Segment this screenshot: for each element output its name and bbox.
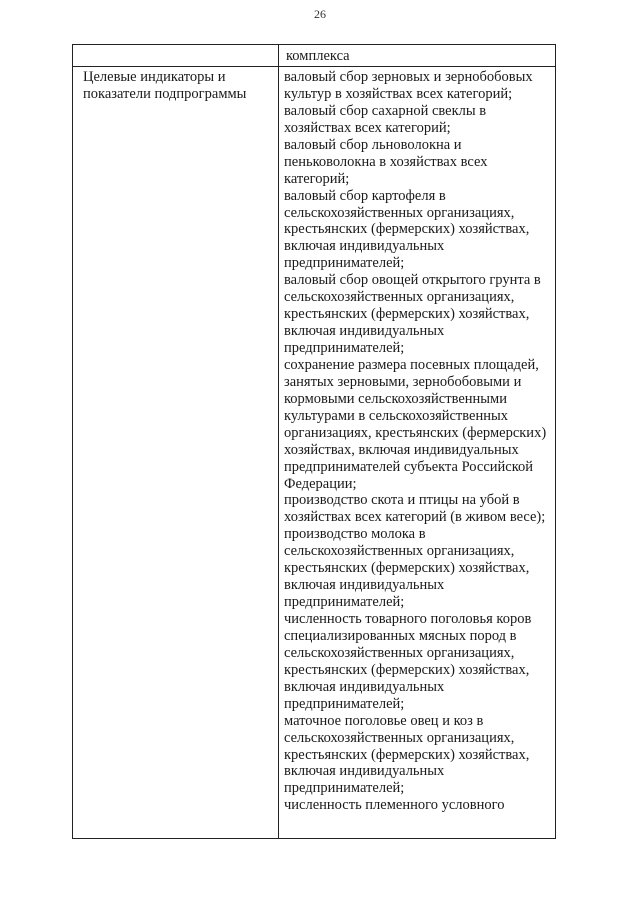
indicator-text-line: валовый сбор овощей открытого грунта в (284, 272, 541, 289)
indicator-text-line: производство молока в (284, 526, 426, 543)
indicator-text-line: хозяйствах всех категорий (в живом весе); (284, 509, 546, 526)
indicator-text-line: предпринимателей; (284, 780, 405, 797)
indicator-text-line: предпринимателей; (284, 255, 405, 272)
indicator-text-line: крестьянских (фермерских) хозяйствах, (284, 221, 530, 238)
indicator-text-line: занятых зерновыми, зернобобовыми и (284, 373, 522, 390)
indicator-text-line: сельскохозяйственных организациях, (284, 289, 515, 306)
page-number: 26 (314, 7, 326, 21)
indicator-text-line: крестьянских (фермерских) хозяйствах, (284, 306, 530, 323)
indicators-label-cell (83, 69, 273, 103)
indicator-text-line: валовый сбор зерновых и зернобобовых (284, 69, 533, 85)
indicator-text-line: сельскохозяйственных организациях, (284, 729, 515, 746)
indicator-text-line: Федерации; (284, 475, 357, 492)
indicator-text-line: крестьянских (фермерских) хозяйствах, (284, 661, 530, 678)
indicator-text-line: численность племенного условного (284, 797, 505, 814)
indicator-text-line: крестьянских (фермерских) хозяйствах, (284, 746, 530, 763)
indicator-text-line: хозяйствах, включая индивидуальных (284, 441, 519, 458)
indicator-text-line: валовый сбор льноволокна и (284, 136, 462, 153)
indicator-text-line: включая индивидуальных (284, 763, 445, 780)
indicator-text-line: пеньковолокна в хозяйствах всех (284, 153, 488, 170)
continuation-text: комплекса (286, 48, 350, 64)
indicator-text-line: включая индивидуальных (284, 238, 445, 255)
indicator-text-line: сельскохозяйственных организациях, (284, 204, 515, 221)
indicators-table (72, 44, 556, 839)
indicator-text-line: включая индивидуальных (284, 323, 445, 340)
indicator-text-line: специализированных мясных пород в (284, 627, 517, 644)
indicator-text-line: валовый сбор картофеля в (284, 187, 446, 204)
indicator-text-line: маточное поголовье овец и коз в (284, 712, 484, 729)
indicators-list-cell (284, 69, 554, 814)
indicator-text-line: крестьянских (фермерских) хозяйствах, (284, 560, 530, 577)
indicator-text-line: предпринимателей субъекта Российской (284, 458, 534, 475)
indicator-text-line: включая индивидуальных (284, 577, 445, 594)
column-divider (278, 45, 279, 838)
indicators-label-line: показатели подпрограммы (83, 85, 247, 102)
indicator-text-line: организациях, крестьянских (фермерских) (284, 424, 547, 441)
indicator-text-line: сельскохозяйственных организациях, (284, 543, 515, 560)
indicator-text-line: культурами в сельскохозяйственных (284, 407, 508, 424)
indicator-text-line: сельскохозяйственных организациях, (284, 644, 515, 661)
indicator-text-line: предпринимателей; (284, 695, 405, 712)
indicator-text-line: производство скота и птицы на убой в (284, 492, 520, 509)
indicator-text-line: культур в хозяйствах всех категорий; (284, 85, 513, 102)
indicator-text-line: категорий; (284, 170, 350, 187)
indicator-text-line: хозяйствах всех категорий; (284, 119, 451, 136)
indicator-text-line: предпринимателей; (284, 340, 405, 356)
indicator-text-line: предпринимателей; (284, 594, 405, 611)
indicator-text-line: кормовыми сельскохозяйственными (284, 390, 507, 407)
indicator-text-line: численность товарного поголовья коров (284, 611, 532, 627)
indicator-text-line: включая индивидуальных (284, 678, 445, 695)
indicator-text-line: сохранение размера посевных площадей, (284, 356, 539, 373)
indicators-label-line: Целевые индикаторы и (83, 69, 226, 85)
indicator-text-line: валовый сбор сахарной свеклы в (284, 102, 487, 119)
